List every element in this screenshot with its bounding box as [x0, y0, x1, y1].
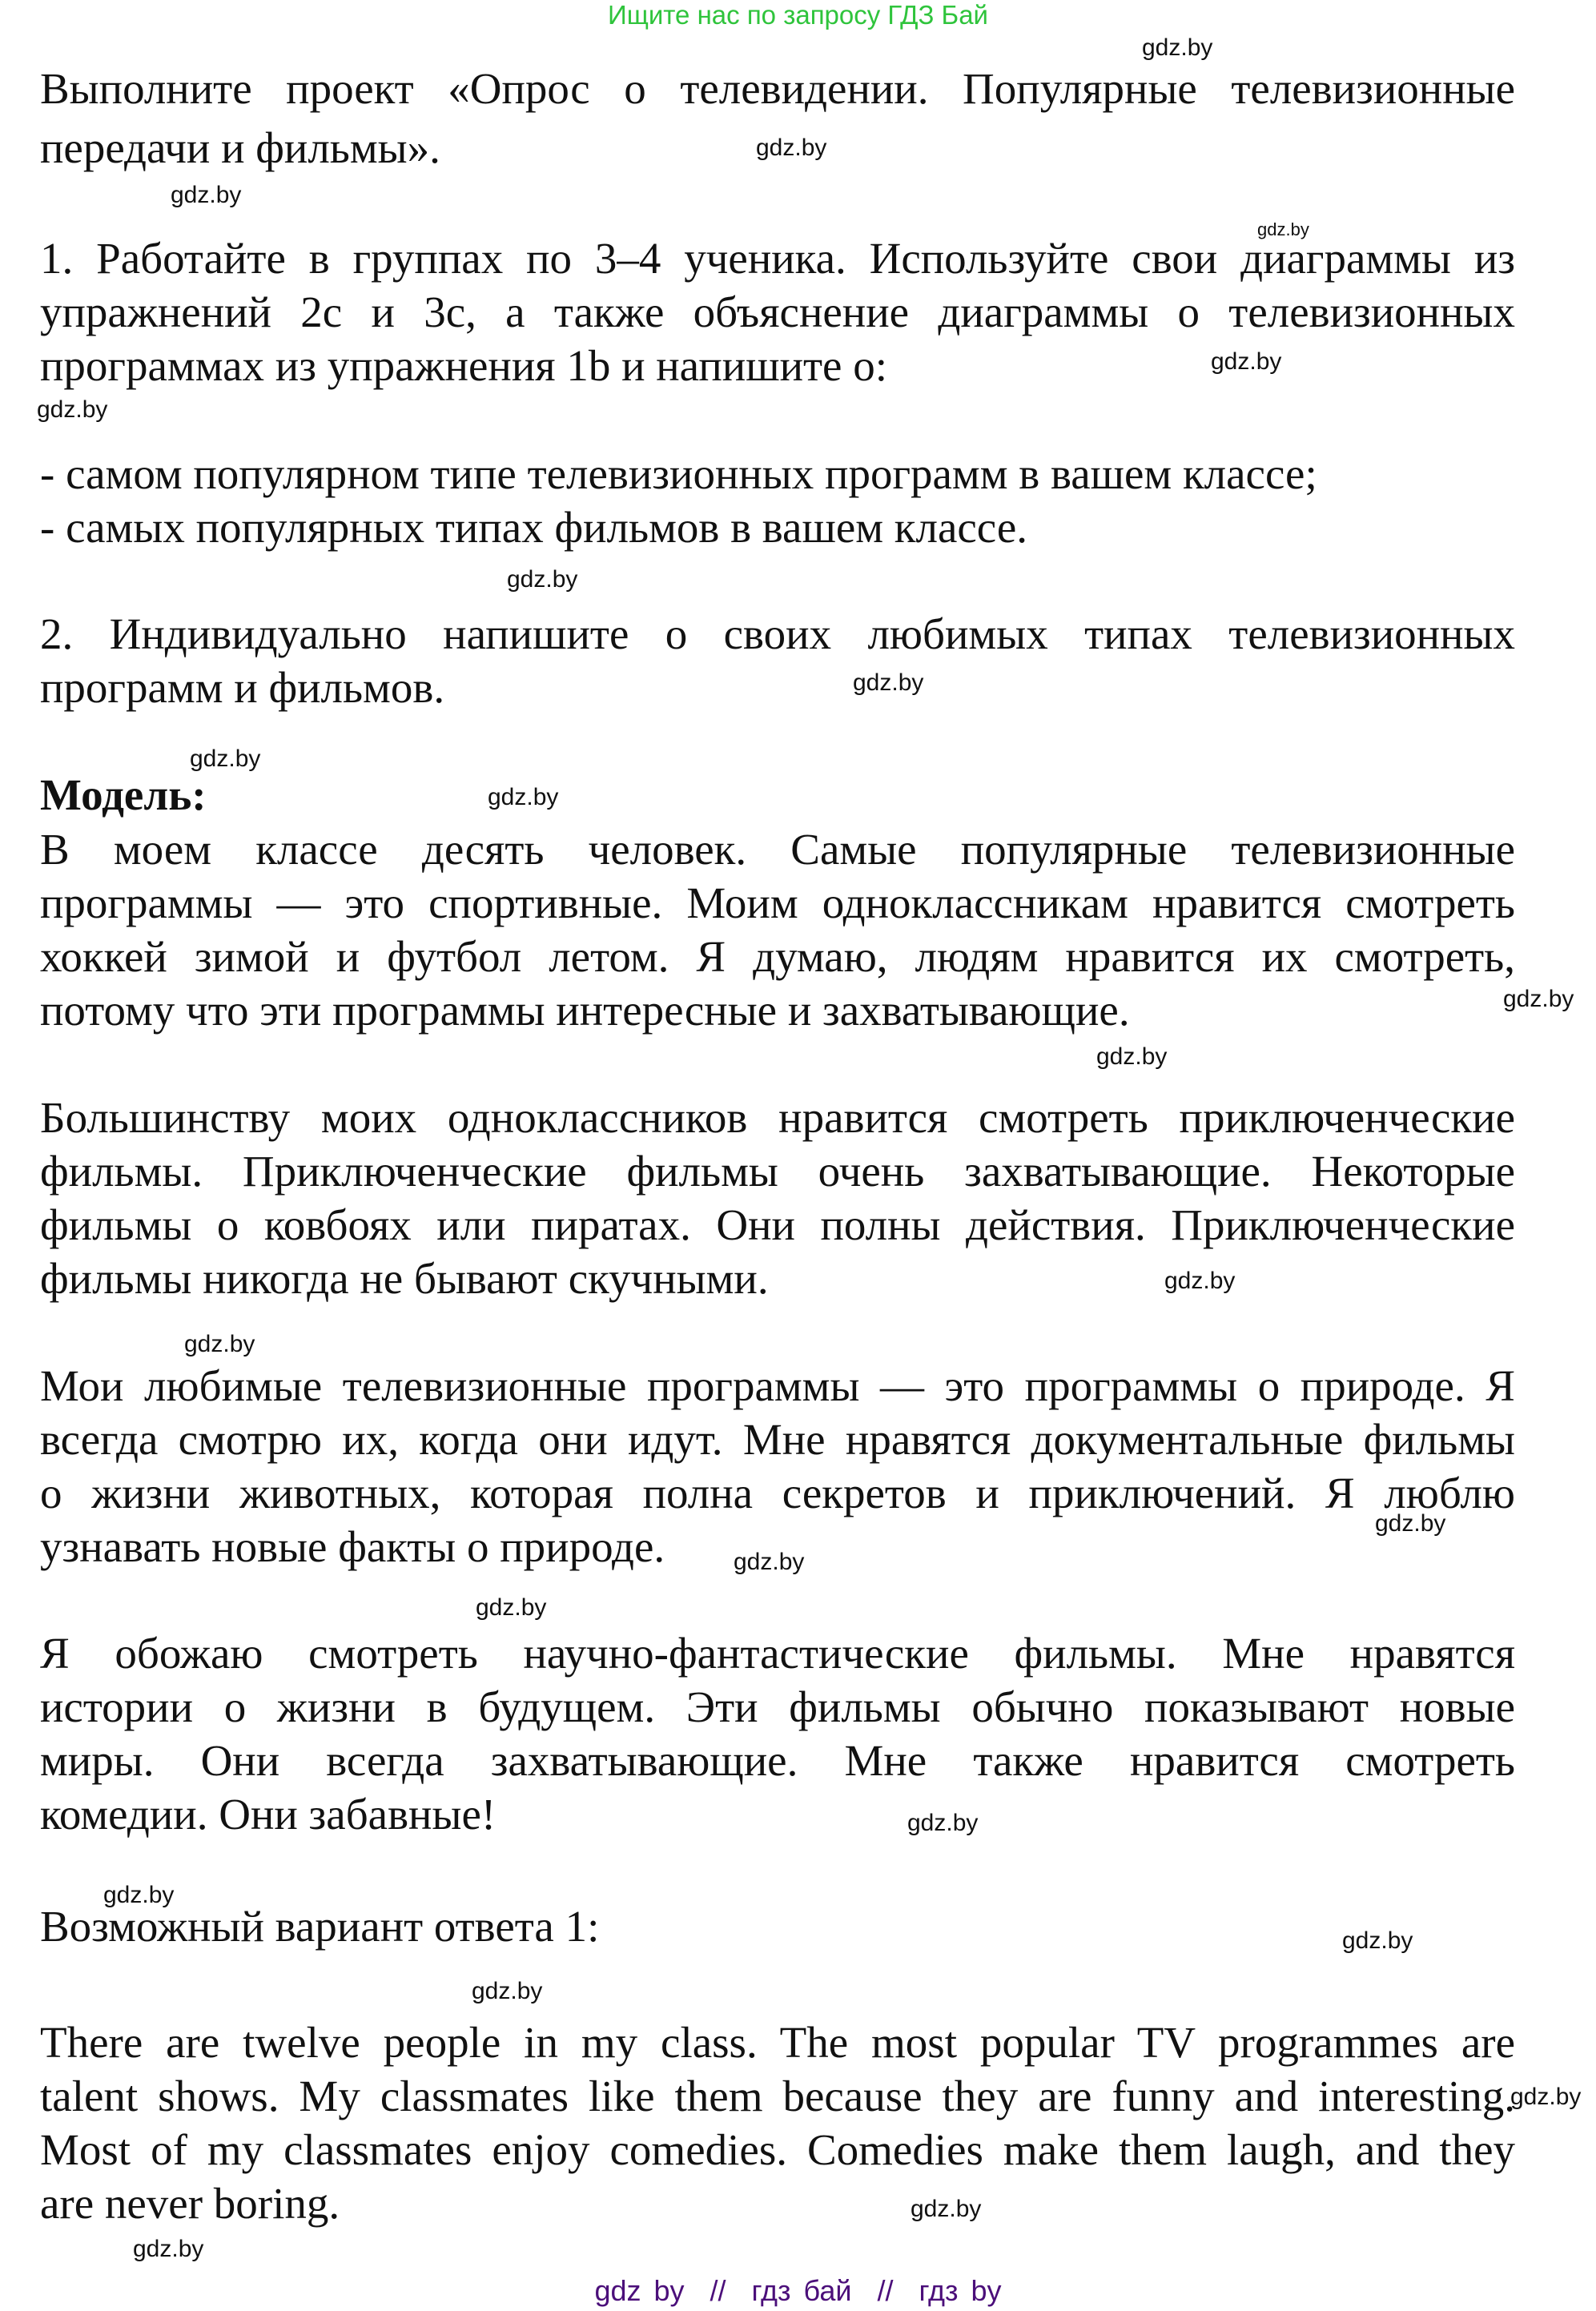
watermark: gdz.by [1257, 219, 1309, 239]
watermark: gdz.by [476, 1594, 547, 1621]
heading: Возможный вариант ответа 1: [40, 1902, 600, 1951]
line: фильмы никогда не бывают скучными. [40, 1254, 769, 1303]
line: Большинству моих одноклассников нравится смотреть приключенческие [40, 1093, 1515, 1142]
watermark: gdz.by [184, 1331, 255, 1357]
model-paragraph-1 [40, 822, 1515, 1037]
line: программах из упражнения 1b и напишите о: [40, 341, 887, 390]
line: о жизни животных, которая полна секретов и приключений. Я люблю [40, 1469, 1515, 1517]
watermark: gdz.by [734, 1549, 805, 1575]
model-paragraph-2 [40, 1091, 1515, 1305]
line: are never boring. [40, 2179, 340, 2228]
line: 1. Работайте в группах по 3–4 ученика. Используйте свои диаграммы из [40, 234, 1515, 283]
line: There are twelve people in my class. The most popular TV programmes are [40, 2018, 1515, 2067]
line: фильмы о ковбоях или пиратах. Они полны действия. Приключенческие [40, 1200, 1515, 1249]
watermark: gdz.by [1142, 34, 1213, 61]
task-step-2 [40, 607, 1515, 714]
task-bullets [40, 447, 1515, 554]
watermark: gdz.by [171, 182, 242, 208]
line: программы — это спортивные. Моим одноклассникам нравится смотреть [40, 878, 1515, 927]
line: узнавать новые факты о природе. [40, 1522, 665, 1571]
line: Выполните проект «Опрос о телевидении. Популярные телевизионные [40, 64, 1515, 113]
watermark: gdz.by [1164, 1268, 1236, 1294]
line: хоккей зимой и футбол летом. Я думаю, людям нравится их смотреть, [40, 932, 1515, 981]
bullet-item: - самых популярных типах фильмов в вашем классе. [40, 503, 1028, 552]
task-step-1 [40, 231, 1515, 392]
watermark: gdz.by [756, 135, 827, 161]
answer-paragraph [40, 2016, 1515, 2230]
watermark: gdz.by [103, 1882, 175, 1908]
model-heading [40, 768, 1515, 822]
line: истории о жизни в будущем. Эти фильмы обычно показывают новые [40, 1682, 1515, 1731]
watermark: gdz.by [37, 396, 108, 423]
watermark: gdz.by [1503, 986, 1574, 1012]
footer-links[interactable]: gdz by // гдз бай // гдз by [594, 2274, 1002, 2307]
watermark: gdz.by [133, 2236, 204, 2262]
watermark: gdz.by [1342, 1927, 1413, 1954]
watermark: gdz.by [507, 566, 578, 593]
line: миры. Они всегда захватывающие. Мне также нравится смотреть [40, 1736, 1515, 1785]
watermark: gdz.by [907, 1810, 979, 1836]
watermark: gdz.by [911, 2196, 982, 2222]
model-paragraph-3 [40, 1359, 1515, 1573]
line: передачи и фильмы». [40, 123, 440, 172]
header-banner[interactable]: Ищите нас по запросу ГДЗ Бай [608, 0, 988, 30]
answer-heading [40, 1899, 1515, 1953]
model-paragraph-4 [40, 1626, 1515, 1841]
watermark: gdz.by [472, 1978, 543, 2004]
bullet-item: - самом популярном типе телевизионных программ в вашем классе; [40, 449, 1317, 498]
line: фильмы. Приключенческие фильмы очень захватывающие. Некоторые [40, 1147, 1515, 1196]
line: Мои любимые телевизионные программы — это программы о природе. Я [40, 1361, 1515, 1410]
line: комедии. Они забавные! [40, 1790, 496, 1839]
line: talent shows. My classmates like them because they are funny and interesting. [40, 2072, 1515, 2120]
watermark: gdz.by [1375, 1510, 1446, 1537]
line: упражнений 2c и 3c, а также объяснение диаграммы о телевизионных [40, 287, 1515, 336]
line: Most of my classmates enjoy comedies. Comedies make them laugh, and they [40, 2125, 1515, 2174]
line: всегда смотрю их, когда они идут. Мне нравятся документальные фильмы [40, 1415, 1515, 1464]
watermark: gdz.by [1211, 348, 1282, 375]
watermark: gdz.by [1096, 1043, 1168, 1070]
line: потому что эти программы интересные и захватывающие. [40, 986, 1130, 1035]
line: 2. Индивидуально напишите о своих любимых типах телевизионных [40, 609, 1515, 658]
heading: Модель: [40, 770, 207, 819]
line: В моем классе десять человек. Самые популярные телевизионные [40, 825, 1515, 874]
line: Я обожаю смотреть научно-фантастические фильмы. Мне нравятся [40, 1629, 1515, 1678]
watermark: gdz.by [853, 669, 924, 696]
watermark: gdz.by [1510, 2084, 1582, 2110]
watermark: gdz.by [488, 784, 559, 810]
watermark: gdz.by [190, 746, 261, 772]
line: программ и фильмов. [40, 663, 445, 712]
